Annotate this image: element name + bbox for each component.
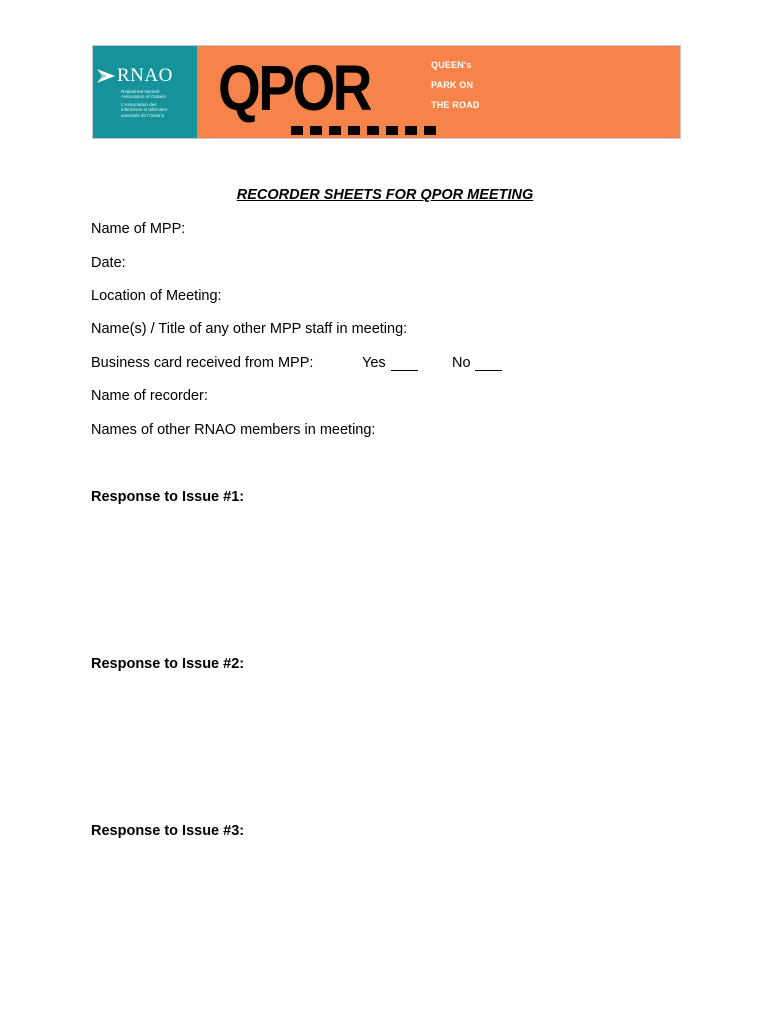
response-issue-2: Response to Issue #2:	[91, 656, 245, 672]
road-dash	[424, 126, 436, 135]
field-recorder: Name of recorder:	[91, 388, 208, 404]
response-issue-1: Response to Issue #1:	[91, 489, 245, 505]
tagline-line-3: THE ROAD	[431, 100, 480, 110]
field-location: Location of Meeting:	[91, 288, 222, 304]
rnao-french-name: L'Association des infirmières et infirmiers autorisés de l'Ontario	[121, 102, 168, 118]
road-dash	[367, 126, 379, 135]
field-mpp-name: Name of MPP:	[91, 221, 186, 237]
qpor-road-dashes	[291, 126, 436, 135]
business-card-yes-blank[interactable]	[391, 370, 418, 371]
field-date: Date:	[91, 255, 126, 271]
header-banner	[92, 45, 681, 139]
document-title: RECORDER SHEETS FOR QPOR MEETING	[236, 187, 534, 203]
qpor-wordmark: QPOR	[218, 52, 370, 124]
road-dash	[329, 126, 341, 135]
field-business-card: Business card received from MPP:	[91, 355, 314, 371]
road-dash	[386, 126, 398, 135]
rnao-english-name: Registered Nurses' Association of Ontario	[121, 89, 166, 100]
tagline-line-1: QUEEN's	[431, 60, 472, 70]
tagline-line-2: PARK ON	[431, 80, 474, 90]
business-card-yes-label: Yes	[362, 355, 386, 371]
field-mpp-staff: Name(s) / Title of any other MPP staff in meeting:	[91, 321, 408, 337]
rnao-logo-panel	[93, 46, 197, 138]
road-dash	[291, 126, 303, 135]
road-dash	[310, 126, 322, 135]
rnao-name: RNAO	[117, 65, 173, 86]
response-issue-3: Response to Issue #3:	[91, 823, 245, 839]
road-dash	[348, 126, 360, 135]
field-other-members: Names of other RNAO members in meeting:	[91, 422, 376, 438]
business-card-no-blank[interactable]	[475, 370, 502, 371]
business-card-no-label: No	[452, 355, 471, 371]
rnao-arrow-icon	[97, 69, 115, 83]
road-dash	[405, 126, 417, 135]
